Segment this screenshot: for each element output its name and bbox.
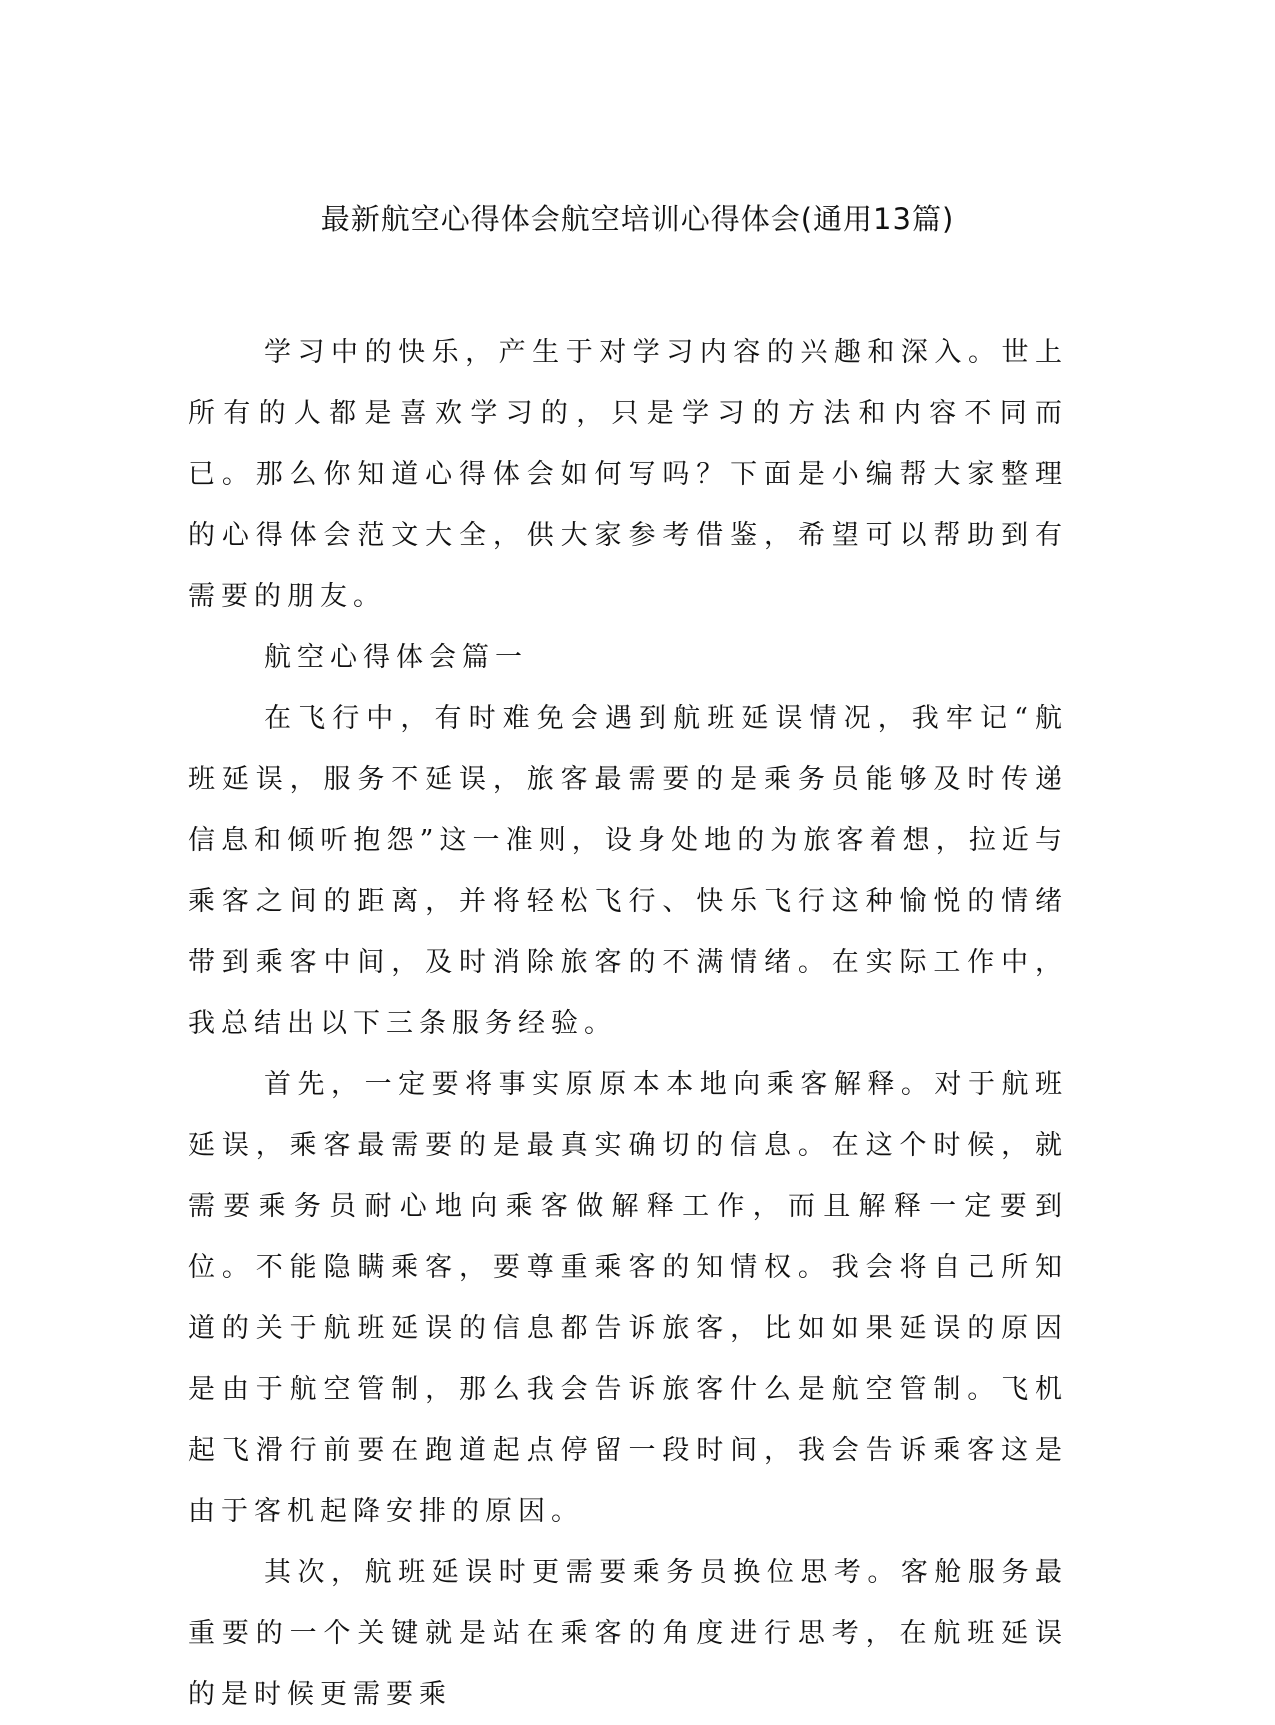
document-title: 最新航空心得体会航空培训心得体会(通用13篇) [320,202,955,236]
document-body [188,322,1068,1725]
body-paragraph: 在飞行中，有时难免会遇到航班延误情况，我牢记“航班延误，服务不延误，旅客最需要的是乘务员能够及时传递信息和倾听抱怨”这一准则，设身处地的为旅客着想，拉近与乘客之间的距离，并将轻松飞行、快乐飞行这种愉悦的情绪带到乘客中间，及时消除旅客的不满情绪。在实际工作中，我总结出以下三条服务经验。 [188,703,1068,1039]
body-paragraph: 首先，一定要将事实原原本本地向乘客解释。对于航班延误，乘客最需要的是最真实确切的信息。在这个时候，就需要乘务员耐心地向乘客做解释工作，而且解释一定要到位。不能隐瞒乘客，要尊重乘客的知情权。我会将自己所知道的关于航班延误的信息都告诉旅客，比如如果延误的原因是由于航空管制，那么我会告诉旅客什么是航空管制。飞机起飞滑行前要在跑道起点停留一段时间，我会告诉乘客这是由于客机起降安排的原因。 [188,1069,1068,1527]
intro-paragraph: 学习中的快乐，产生于对学习内容的兴趣和深入。世上所有的人都是喜欢学习的，只是学习的方法和内容不同而已。那么你知道心得体会如何写吗？下面是小编帮大家整理的心得体会范文大全，供大家参考借鉴，希望可以帮助到有需要的朋友。 [188,337,1068,612]
section-heading: 航空心得体会篇一 [264,642,528,673]
body-paragraph: 其次，航班延误时更需要乘务员换位思考。客舱服务最重要的一个关键就是站在乘客的角度进行思考，在航班延误的是时候更需要乘 [188,1557,1068,1710]
